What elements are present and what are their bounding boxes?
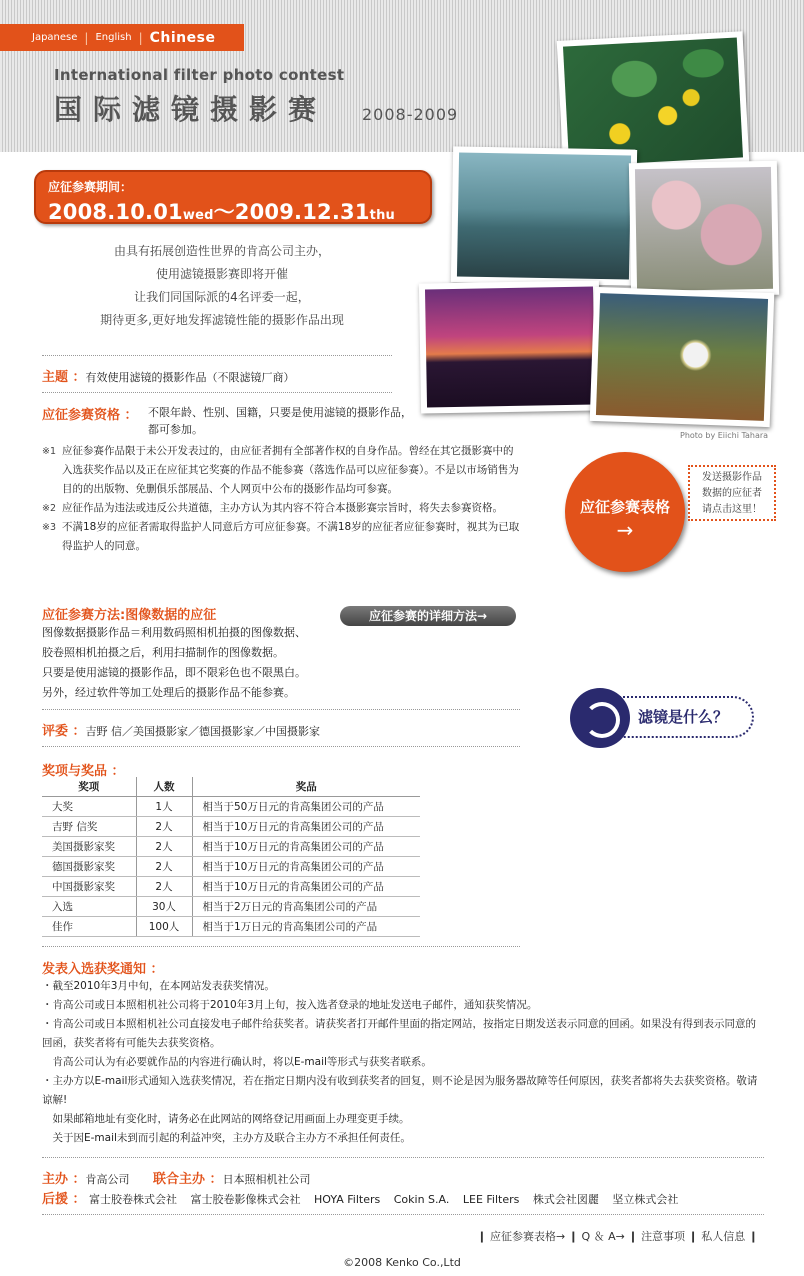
entry-form-button[interactable] <box>565 452 685 572</box>
chinese-title: 国际滤镜摄影赛 <box>54 93 328 126</box>
method-details-button[interactable]: 应征参赛的详细方法→ <box>340 606 516 626</box>
divider <box>42 1214 764 1215</box>
table-row: 大奖 1人 相当于50万日元的肯高集团公司的产品 <box>42 796 420 816</box>
filter-button-label: 滤镜是什么？ <box>638 708 729 726</box>
awards-table <box>42 777 420 937</box>
divider <box>42 355 392 356</box>
lang-japanese[interactable]: Japanese <box>32 32 78 43</box>
arrow-right-icon: → <box>616 518 634 542</box>
language-bar <box>0 24 244 51</box>
theme-title: 主题 ： <box>42 370 86 385</box>
cohost-name: 日本照相机社公司 <box>222 1173 311 1186</box>
table-row: 德国摄影家奖 2人 相当于10万日元的肯高集团公司的产品 <box>42 856 420 876</box>
table-row: 入选 30人 相当于2万日元的肯高集团公司的产品 <box>42 896 420 916</box>
ring-icon <box>570 688 630 748</box>
method-title: 应征参赛方法:图像数据的应征 <box>42 608 217 623</box>
col-header-award: 奖项 <box>42 777 136 796</box>
photo-blossoms <box>629 161 779 298</box>
qualification-title: 应征参赛资格 ： <box>42 408 138 423</box>
judges-title: 评委 ： <box>42 724 86 739</box>
judges-value: 吉野 信／美国摄影家／德国摄影家／中国摄影家 <box>85 725 321 738</box>
host-name: 肯高公司 <box>85 1173 130 1186</box>
what-is-filter-button[interactable] <box>570 688 756 748</box>
qualification-text: 不限年龄、性别、国籍，只要是使用滤镜的摄影作品， 都可参加。 <box>148 406 412 436</box>
copyright: ©2008 Kenko Co.,Ltd <box>343 1256 461 1269</box>
theme-value: 有效使用滤镜的摄影作品（不限滤镜厂商） <box>85 371 295 384</box>
note-item: ※1 应征参赛作品限于未公开发表过的，由应征者拥有全部著作权的自身作品。曾经在其它摄影赛中的入选获奖作品以及正在应征其它奖赛的作品不能参赛（落选作品可以应征参赛）。不是以市场销售为目的的出版物、免删俱乐部展品、个人网页中公布的摄影作品均可参赛。 <box>42 445 519 495</box>
period-label: 应征参赛期间： <box>48 180 133 194</box>
lang-english[interactable]: English <box>95 32 132 43</box>
entry-form-note[interactable]: 发送摄影作品 数据的应征者 请点击这里！ <box>688 465 776 521</box>
entry-form-label: 应征参赛表格 <box>579 498 670 516</box>
judges-row <box>42 720 320 739</box>
english-title: International filter photo contest <box>54 66 345 84</box>
lang-chinese[interactable]: Chinese <box>149 29 216 46</box>
divider <box>42 709 520 710</box>
table-row: 中国摄影家奖 2人 相当于10万日元的肯高集团公司的产品 <box>42 876 420 896</box>
theme-row <box>42 366 295 385</box>
notes-list <box>42 442 522 556</box>
organizers-row: 主办 ：肯高公司 联合主办 ：日本照相机社公司 <box>42 1172 311 1187</box>
divider <box>42 1157 764 1158</box>
table-header-row <box>42 777 420 796</box>
footer-link-privacy[interactable]: 私人信息 <box>701 1230 746 1243</box>
announce-text: ・截至2010年3月中旬，在本网站发表获奖情况。 ・肯高公司或日本照相机社公司将于2010年3月上旬，按入选者登录的地址发送电子邮件，通知获奖情况。 ・肯高公司或日本照相机社公司直接发电子邮件给获奖者。请获奖者打开邮件里面的指定网站，按指定日期发送表示同意的回函。如果没有得到表示同意的回函，获奖者将有可能失去获奖资格。 肯高公司认为有必要就作品的内容进行确认时，将以E-mail等形式与获奖者联系。 ・主办方以E-mail形式通知入选获奖情况，若在指定日期内没有收到获奖者的回复，则不论是因为服务器故障等任何原因，获奖者都将失去获奖资格。敬请谅解! 如果邮箱地址有变化时，请务必在此网站的网络登记用画面上办理变更手续。 关于因E-mail未到而引起的利益冲突，主办方及联合主办方不承担任何责任。 <box>42 980 758 1144</box>
table-row: 佳作 100人 相当于1万日元的肯高集团公司的产品 <box>42 916 420 936</box>
footer-links: ❙ 应征参赛表格→ ❙ Q ＆ A→ ❙ 注意事项 ❙ 私人信息 ❙ <box>477 1230 758 1243</box>
col-header-count: 人数 <box>136 777 192 796</box>
announce-title: 发表入选获奖通知 ： <box>42 962 164 977</box>
period-dates: 2008.10.01wed～2009.12.31thu <box>48 200 395 224</box>
table-row: 美国摄影家奖 2人 相当于10万日元的肯高集团公司的产品 <box>42 836 420 856</box>
photo-lake <box>451 146 637 285</box>
entry-period-badge <box>34 170 432 224</box>
photo-credit: Photo by Eiichi Tahara <box>680 431 769 440</box>
table-row: 吉野 信奖 2人 相当于10万日元的肯高集团公司的产品 <box>42 816 420 836</box>
method-text: 图像数据摄影作品＝利用数码照相机拍摄的图像数据、 胶卷照相机拍摄之后，利用扫描制作的图像数据。 只要是使用滤镜的摄影作品，即不限彩色也不限黑白。 另外，经过软件等加工处理后的摄影作品不能参赛。 <box>42 626 306 699</box>
col-header-prize: 奖品 <box>192 777 420 796</box>
note-item: ※2 应征作品为违法或违反公共道德，主办方认为其内容不符合本摄影赛宗旨时，将失去参赛资格。 <box>42 502 503 514</box>
contest-years: 2008-2009 <box>362 105 459 124</box>
lang-separator: | <box>138 30 143 45</box>
photo-sunset <box>419 280 601 413</box>
divider <box>42 392 392 393</box>
note-item: ※3 不满18岁的应征者需取得监护人同意后方可应征参赛。不满18岁的应征者应征参赛时，视其为已取得监护人的同意。 <box>42 521 520 552</box>
footer-link-form[interactable]: 应征参赛表格→ <box>490 1230 566 1243</box>
supporters-row: 后援 ： 富士胶卷株式会社 富士胶卷影像株式会社 HOYA Filters Cokin S.A. LEE Filters 株式会社図麗 坚立株式会社 <box>42 1192 679 1207</box>
awards-title: 奖项与奖品 ： <box>42 764 125 779</box>
intro-text: 由具有拓展创造性世界的肯高公司主办， 使用滤镜摄影赛即将开催 让我们同国际派的4名评委一起， 期待更多,更好地发挥滤镜性能的摄影作品出现 <box>100 244 344 327</box>
footer-link-notes[interactable]: 注意事项 <box>641 1230 686 1243</box>
divider <box>42 946 520 947</box>
footer-link-qa[interactable]: Q ＆ A→ <box>581 1230 625 1243</box>
lang-separator: | <box>84 30 89 45</box>
divider <box>42 746 520 747</box>
photo-narcissus <box>590 287 775 427</box>
